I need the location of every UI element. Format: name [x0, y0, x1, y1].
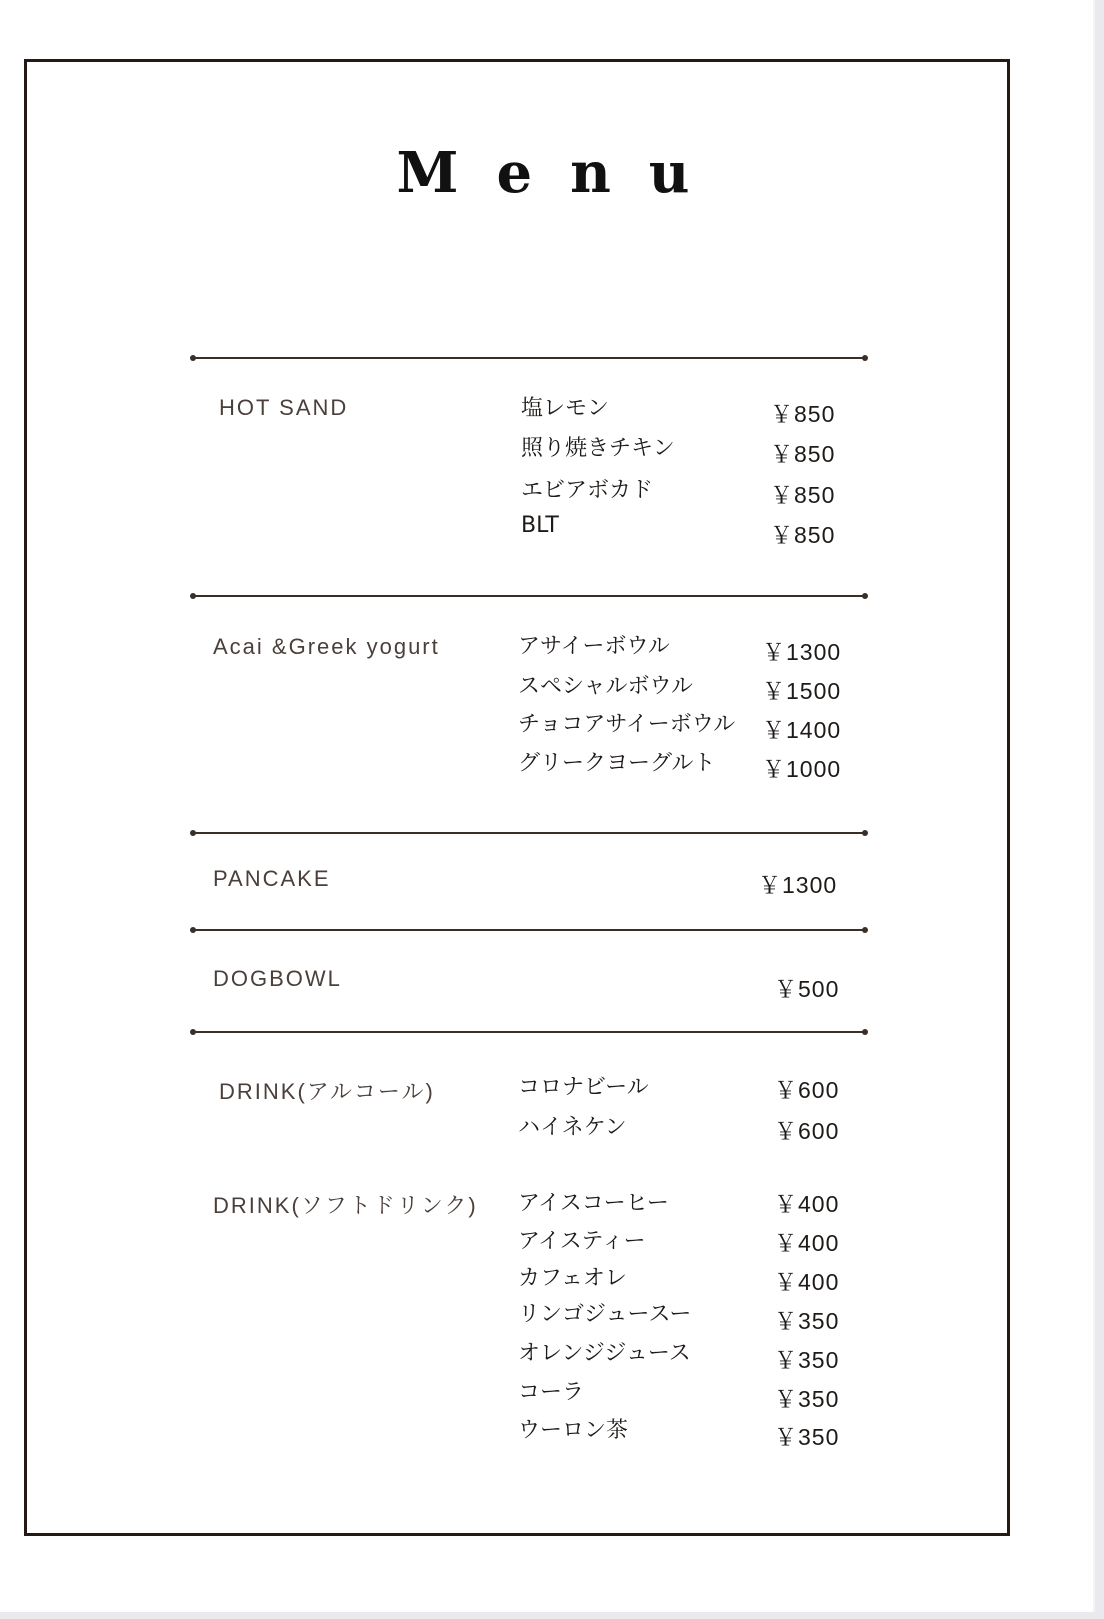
menu-item-name: コーラ — [518, 1380, 585, 1405]
menu-item-name: チョコアサイーボウル — [518, 712, 736, 737]
divider-rule — [193, 1031, 865, 1033]
divider-rule — [193, 929, 865, 931]
menu-item-name: アサイーボウル — [518, 634, 670, 659]
menu-item-name: オレンジジュース — [518, 1341, 691, 1366]
menu-item-price: ￥1300 — [758, 872, 838, 898]
category-acai-greek-yogurt: Acai &Greek yogurt — [213, 634, 440, 659]
divider-rule — [193, 595, 865, 597]
menu-item-name: カフェオレ — [518, 1266, 627, 1291]
menu-item-price: ￥600 — [774, 1118, 840, 1144]
category-hot-sand: HOT SAND — [219, 395, 349, 420]
menu-item-price: ￥350 — [774, 1347, 840, 1373]
menu-item-price: ￥350 — [774, 1386, 840, 1412]
category-drink-soft: DRINK(ソフトドリンク) — [213, 1193, 478, 1218]
menu-item-price: ￥400 — [774, 1230, 840, 1256]
menu-item-name: グリークヨーグルト — [518, 751, 716, 776]
menu-item-name: スペシャルボウル — [518, 674, 693, 699]
menu-item-price: ￥1400 — [762, 717, 842, 743]
menu-item-price: ￥850 — [770, 522, 836, 548]
menu-item-price: ￥500 — [774, 976, 840, 1002]
menu-item-name: 照り焼きチキン — [521, 436, 675, 461]
menu-item-price: ￥400 — [774, 1269, 840, 1295]
menu-item-price: ￥350 — [774, 1424, 840, 1450]
menu-item-name: ハイネケン — [518, 1115, 627, 1140]
menu-item-price: ￥850 — [770, 401, 836, 427]
menu-item-name: ウーロン茶 — [518, 1418, 629, 1443]
menu-item-name: アイスティー — [518, 1229, 646, 1254]
divider-rule — [193, 832, 865, 834]
page-gutter-right — [1095, 0, 1104, 1619]
menu-item-price: ￥1300 — [762, 639, 842, 665]
menu-item-price: ￥350 — [774, 1308, 840, 1334]
menu-title: Menu — [396, 140, 728, 206]
menu-item-name: 塩レモン — [521, 396, 610, 421]
menu-item-name: コロナビール — [518, 1075, 649, 1100]
menu-item-price: ￥600 — [774, 1077, 840, 1103]
divider-rule — [193, 357, 865, 359]
menu-frame — [24, 59, 1010, 1536]
category-dogbowl: DOGBOWL — [213, 966, 342, 991]
menu-item-name: アイスコーヒー — [518, 1191, 669, 1216]
menu-item-name: BLT — [521, 513, 559, 538]
menu-item-price: ￥850 — [770, 441, 836, 467]
menu-item-price: ￥1500 — [762, 678, 842, 704]
category-pancake: PANCAKE — [213, 866, 331, 891]
menu-item-price: ￥1000 — [762, 756, 842, 782]
page-gutter-bottom — [0, 1612, 1104, 1619]
category-drink-alcohol: DRINK(アルコール) — [219, 1079, 435, 1104]
menu-item-name: リンゴジュースー — [518, 1302, 692, 1327]
menu-item-price: ￥850 — [770, 482, 836, 508]
menu-item-name: エビアボカド — [521, 478, 654, 503]
page-edge — [1093, 0, 1095, 1612]
menu-item-price: ￥400 — [774, 1191, 840, 1217]
